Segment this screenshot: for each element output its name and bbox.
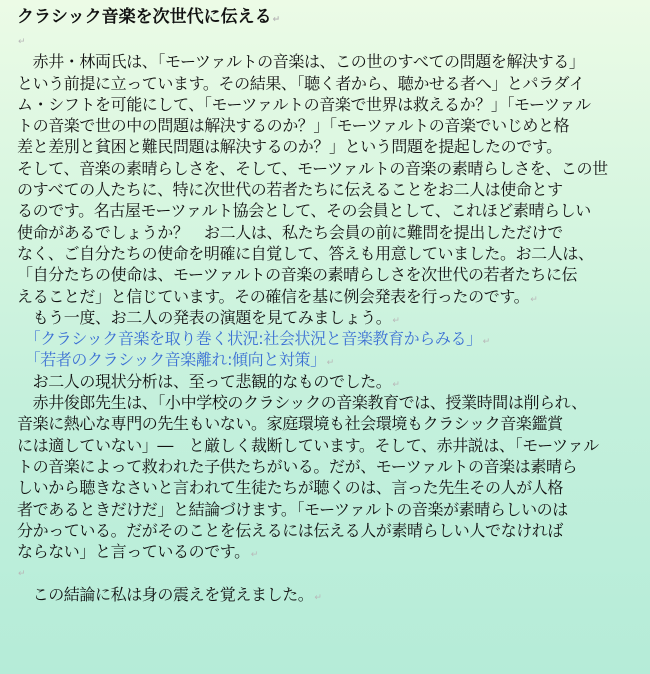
talk-title-1: 「クラシック音楽を取り巻く状況:社会状況と音楽教育からみる」↵ <box>17 329 490 349</box>
return-mark-icon: ↵ <box>18 37 26 47</box>
text-line: トの音楽で世の中の問題は解決するのか？」「モーツァルトの音楽でいじめと格 <box>17 116 570 136</box>
return-mark-icon: ↵ <box>18 569 26 580</box>
text-line: 赤井俊郎先生は、「小中学校のクラシックの音楽教育では、授業時間は削られ、 <box>17 393 587 413</box>
summary-line <box>17 371 640 392</box>
text-line: という前提に立っています。その結果、「聴く者から、聴かせる者へ」とパラダイ <box>17 73 585 93</box>
text-line: この結論に私は身の震えを覚えました。↵ <box>17 584 322 604</box>
text-line: しいから聴きなさいと言われて生徒たちが聴くのは、言った先生その人が人格 <box>17 478 564 498</box>
text-line: ム・シフトを可能にして、「モーツァルトの音楽で世界は救えるか？」「モーツァル <box>17 94 591 114</box>
text-line: もう一度、お二人の発表の演題を見てみましょう。↵ <box>17 307 400 327</box>
text-line: 差と差別と貧困と難民問題は解決するのか？」という問題を提起したのです。 <box>17 137 562 157</box>
talk-title-2: 「若者のクラシック音楽離れ:傾向と対策」↵ <box>17 350 334 370</box>
text-line: お二人の現状分析は、至って悲観的なものでした。↵ <box>17 371 400 391</box>
paragraph-2 <box>17 392 640 562</box>
return-mark-icon: ↵ <box>272 15 281 25</box>
blank-line <box>17 562 640 583</box>
text-line: のすべての人たちに、特に次世代の若者たちに伝えることをお二人は使命とす <box>17 180 563 200</box>
text-line: 赤井・林両氏は、「モーツァルトの音楽は、この世のすべての問題を解決する」 <box>17 52 585 72</box>
text-line: そして、音楽の素晴らしさを、そして、モーツァルトの音楽の素晴らしさを、この世 <box>17 158 608 178</box>
closing-line <box>17 584 640 605</box>
return-mark-icon: ↵ <box>530 294 538 305</box>
return-mark-icon: ↵ <box>314 592 322 603</box>
return-mark-icon: ↵ <box>392 379 400 390</box>
talk-titles <box>17 328 640 371</box>
return-mark-icon: ↵ <box>482 337 490 348</box>
text-line: 音楽に熱心な専門の先生もいない。家庭環境も社会環境もクラシック音楽鑑賞 <box>17 414 563 434</box>
text-line: には適していない」― と厳しく裁断しています。そして、赤井説は、「モーツァル <box>17 435 599 455</box>
text-line: 分かっている。だがそのことを伝えるには伝える人が素晴らしい人でなければ <box>17 520 564 540</box>
return-mark-icon: ↵ <box>392 315 400 326</box>
return-mark-icon: ↵ <box>326 358 334 369</box>
text-line: 「自分たちの使命は、モーツァルトの音楽の素晴らしさを次世代の若者たちに伝 <box>17 265 578 285</box>
text-line: 使命があるでしょうか？ お二人は、私たち会員の前に難問を提出しただけで <box>17 222 563 242</box>
paragraph-1 <box>17 51 640 307</box>
blank-line <box>17 30 640 51</box>
document-title: クラシック音楽を次世代に伝える↵ <box>17 7 281 27</box>
text-line: トの音楽によって救われた子供たちがいる。だが、モーツァルトの音楽は素晴ら <box>17 456 578 476</box>
text-line: ならない」と言っているのです。↵ <box>17 542 258 562</box>
text-line: るのです。名古屋モーツァルト協会として、その会員として、これほど素晴らしい <box>17 201 591 221</box>
text-line: えることだ」と信じています。その確信を基に例会発表を行ったのです。↵ <box>17 286 538 306</box>
return-mark-icon: ↵ <box>250 550 258 561</box>
text-line: なく、ご自分たちの使命を明確に自覚して、答えも用意していました。お二人は、 <box>17 243 594 263</box>
intro-line <box>17 307 640 328</box>
text-line: 者であるときだけだ」と結論づけます。「モーツァルトの音楽が素晴らしいのは <box>17 499 568 519</box>
